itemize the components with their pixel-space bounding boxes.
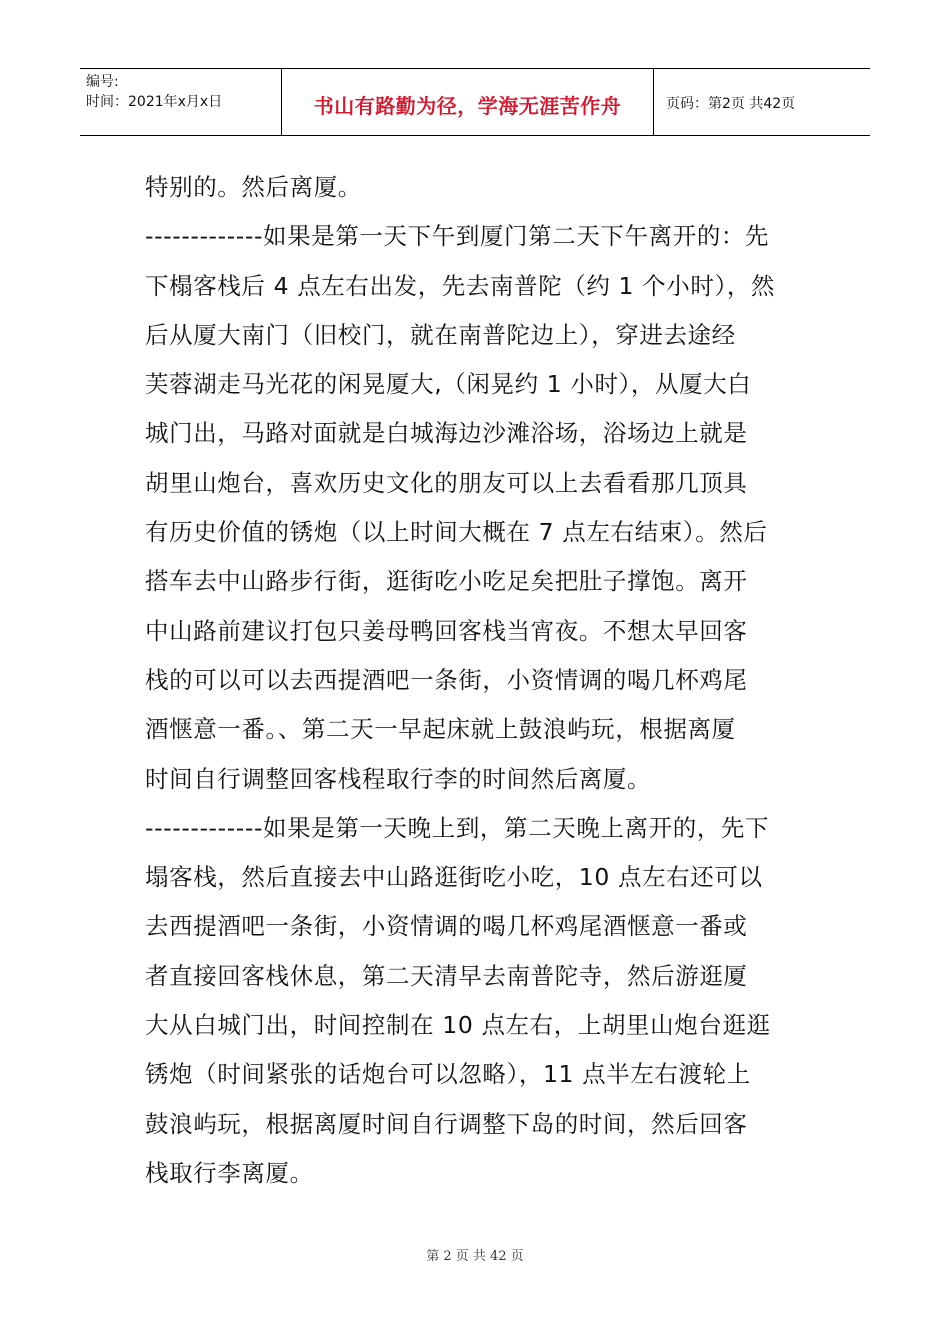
body-line: -------------如果是第一天晚上到，第二天晚上离开的，先下 (145, 813, 770, 842)
body-line: 城门出，马路对面就是白城海边沙滩浴场，浴场边上就是 (145, 419, 748, 448)
body-line: 搭车去中山路步行街，逛街吃小吃足矣把肚子撑饱。离开 (145, 567, 748, 596)
body-line: 后从厦大南门（旧校门，就在南普陀边上），穿进去途经 (145, 320, 736, 349)
body-line: 大从白城门出，时间控制在 10 点左右，上胡里山炮台逛逛 (145, 1011, 771, 1040)
body-line: 者直接回客栈休息，第二天清早去南普陀寺，然后游逛厦 (145, 961, 748, 990)
body-line: 时间自行调整回客栈程取行李的时间然后离厦。 (145, 764, 652, 793)
body-line: 中山路前建议打包只姜母鸭回客栈当宵夜。不想太早回客 (145, 616, 748, 645)
footer-page-number: 第 2 页 共 42 页 (426, 1249, 524, 1264)
page-footer (0, 1245, 950, 1264)
header-motto: 书山有路勤为径，学海无涯苦作舟 (313, 93, 622, 118)
body-line: 芙蓉湖走马光花的闲晃厦大,（闲晃约 1 小时），从厦大白 (145, 370, 752, 399)
body-line: 有历史价值的锈炮（以上时间大概在 7 点左右结束）。然后 (145, 518, 768, 547)
body-line: 栈的可以可以去西提酒吧一条街，小资情调的喝几杯鸡尾 (145, 665, 748, 694)
header-meta-cell (80, 69, 282, 135)
page-header (80, 68, 870, 136)
body-line: 胡里山炮台，喜欢历史文化的朋友可以上去看看那几顶具 (145, 468, 748, 497)
document-time-label: 时间：2021年x月x日 (86, 94, 223, 110)
body-line: 锈炮（时间紧张的话炮台可以忽略），11 点半左右渡轮上 (145, 1060, 751, 1089)
header-motto-cell (282, 69, 654, 135)
header-page-cell (654, 69, 870, 135)
header-page-number: 页码：第2页 共42页 (666, 96, 796, 112)
body-line: 特别的。然后离厦。 (145, 173, 362, 201)
body-line: 栈取行李离厦。 (145, 1158, 314, 1187)
document-number-label: 编号: (86, 74, 119, 90)
body-line: 鼓浪屿玩，根据离厦时间自行调整下岛的时间，然后回客 (145, 1109, 748, 1138)
body-line: 去西提酒吧一条街，小资情调的喝几杯鸡尾酒惬意一番或 (145, 912, 748, 941)
body-line: 下榻客栈后 4 点左右出发，先去南普陀（约 1 个小时），然 (145, 271, 776, 300)
body-line: -------------如果是第一天下午到厦门第二天下午离开的：先 (145, 222, 770, 251)
document-body (145, 163, 807, 1198)
body-line: 塌客栈，然后直接去中山路逛街吃小吃，10 点左右还可以 (145, 863, 763, 892)
body-line: 酒惬意一番。、第二天一早起床就上鼓浪屿玩，根据离厦 (145, 715, 736, 744)
